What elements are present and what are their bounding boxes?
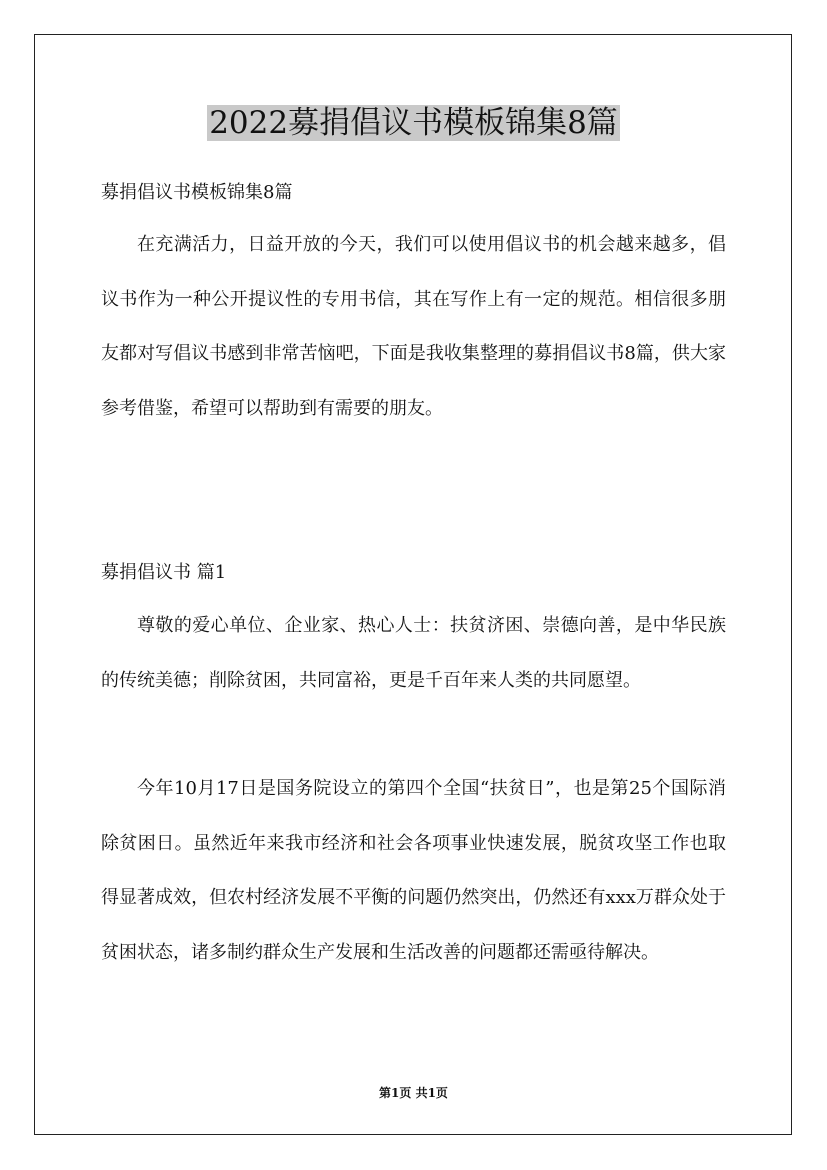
document-title: [0, 101, 827, 145]
document-subtitle: 募捐倡议书模板锦集8篇: [101, 182, 293, 203]
document-title-text: 2022募捐倡议书模板锦集8篇: [209, 105, 618, 141]
intro-paragraph: 在充满活力，日益开放的今天，我们可以使用倡议书的机会越来越多，倡议书作为一种公开提议性的专用书信，其在写作上有一定的规范。相信很多朋友都对写倡议书感到非常苦恼吧，下面是我收集整理的募捐倡议书8篇，供大家参考借鉴，希望可以帮助到有需要的朋友。: [101, 234, 726, 419]
body-paragraph-1: 尊敬的爱心单位、企业家、热心人士：扶贫济困、崇德向善，是中华民族的传统美德；削除贫困，共同富裕，更是千百年来人类的共同愿望。: [101, 615, 726, 691]
page-number-footer: 第1页 共1页: [379, 1086, 448, 1100]
body-paragraph-2: 今年10月17日是国务院设立的第四个全国“扶贫日”，也是第25个国际消除贫困日。虽然近年来我市经济和社会各项事业快速发展，脱贫攻坚工作也取得显著成效，但农村经济发展不平衡的问题仍然突出，仍然还有xxx万群众处于贫困状态，诸多制约群众生产发展和生活改善的问题都还需亟待解决。: [101, 778, 726, 963]
section-heading: 募捐倡议书 篇1: [101, 562, 227, 583]
